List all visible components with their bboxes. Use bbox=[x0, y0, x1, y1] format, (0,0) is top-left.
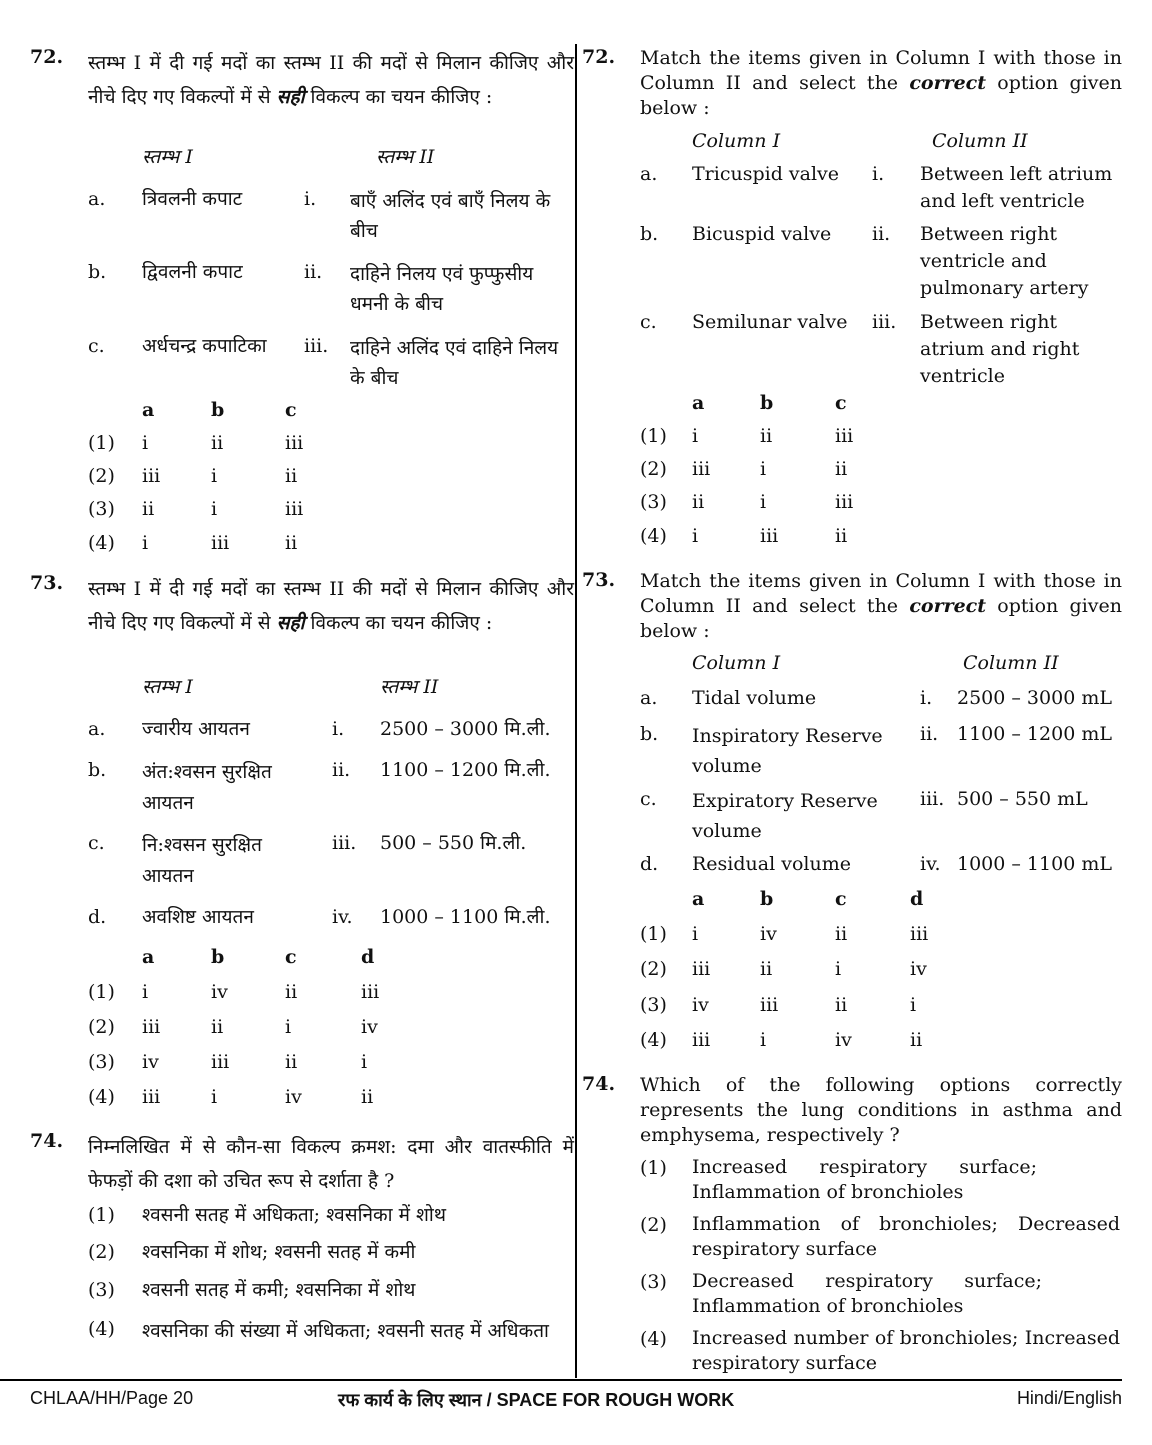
question-74-english bbox=[582, 1073, 1122, 1148]
question-number: 72. bbox=[30, 46, 64, 68]
question-number: 73. bbox=[30, 572, 64, 594]
question-72-hindi bbox=[30, 46, 574, 114]
question-number: 74. bbox=[30, 1130, 64, 1152]
question-text: स्तम्भ I में दी गई मदों का स्तम्भ II की मदों से मिलान कीजिए और नीचे दिए गए विकल्पों में से सही विकल्प का चयन कीजिए : bbox=[88, 578, 574, 634]
question-text: Match the items given in Column I with those in Column II and select the correct option given below : bbox=[640, 570, 1123, 642]
column-divider bbox=[575, 44, 577, 1378]
footer-rule bbox=[0, 1379, 1122, 1381]
question-number: 72. bbox=[582, 46, 616, 68]
question-73-english bbox=[582, 569, 1122, 644]
question-74-hindi bbox=[30, 1130, 574, 1198]
question-number: 73. bbox=[582, 569, 616, 591]
rough-work-label: रफ कार्य के लिए स्थान / SPACE FOR ROUGH WORK bbox=[338, 1390, 735, 1410]
question-text: स्तम्भ I में दी गई मदों का स्तम्भ II की मदों से मिलान कीजिए और नीचे दिए गए विकल्पों में से सही विकल्प का चयन कीजिए : bbox=[88, 52, 574, 108]
question-72-english bbox=[582, 46, 1122, 121]
page-code: CHLAA/HH/Page 20 bbox=[30, 1388, 194, 1408]
page-footer bbox=[30, 1388, 1122, 1414]
question-text: Which of the following options correctly represents the lung conditions in asthma and emphysema, respectively ? bbox=[640, 1074, 1122, 1146]
question-text: निम्नलिखित में से कौन-सा विकल्प क्रमश: दमा और वातस्फीति में फेफड़ों की दशा को उचित रूप से दर्शाता है ? bbox=[88, 1136, 574, 1192]
question-73-hindi bbox=[30, 572, 574, 640]
question-number: 74. bbox=[582, 1073, 616, 1095]
question-text: Match the items given in Column I with those in Column II and select the correct option given below : bbox=[640, 47, 1123, 119]
language-label: Hindi/English bbox=[1016, 1388, 1122, 1408]
